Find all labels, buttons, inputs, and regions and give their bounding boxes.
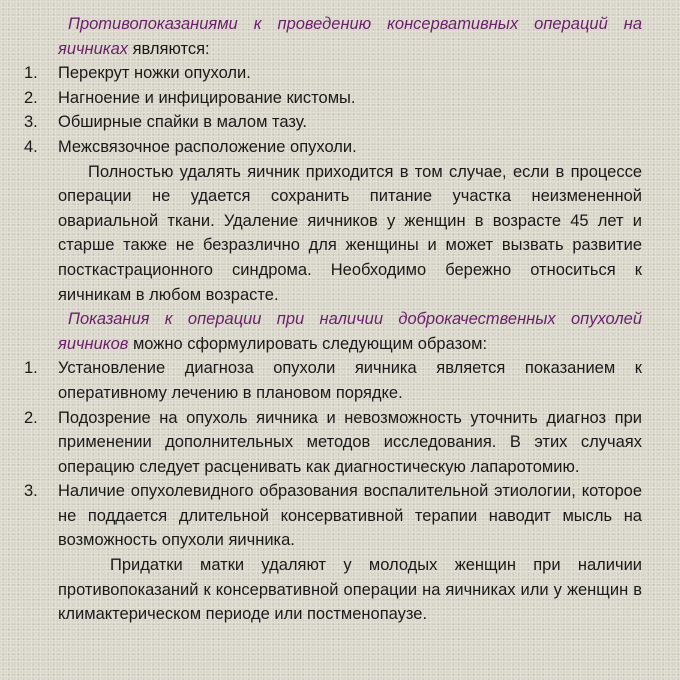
list-item [24,110,642,135]
indications-list [24,356,642,553]
indications-heading-rest: можно сформулировать следующим образом: [128,334,488,353]
list-item-number: 2. [24,88,38,107]
list-item [24,356,642,405]
list-item-text: Перекрут ножки опухоли. [58,64,251,83]
adnexa-removal-paragraph: Придатки матки удаляют у молодых женщин при наличии противопоказаний к консервативной операции на яичниках или у женщин в климактерическом периоде или постменопаузе. [58,556,642,624]
contraindications-intro [24,12,642,61]
list-item-number: 4. [24,137,38,156]
list-item [24,86,642,111]
list-item-text: Межсвязочное расположение опухоли. [58,137,357,156]
list-item [24,479,642,553]
contraindications-list [24,61,642,159]
list-item-text: Обширные спайки в малом тазу. [58,113,307,132]
contraindications-heading: Противопоказаниями к проведению консервативных операций на яичниках [58,15,642,58]
list-item-text: Подозрение на опухоль яичника и невозможность уточнить диагноз при применении дополнительных методов исследования. В этих случаях операцию следует расценивать как диагностическую лапаротомию. [58,408,642,476]
list-item-text: Нагноение и инфицирование кистомы. [58,88,356,107]
list-item-text: Наличие опухолевидного образования воспалительной этиологии, которое не поддается длительной консервативной терапии наводит мысль на возможность опухоли яичника. [58,482,642,550]
list-item-text: Установление диагноза опухоли яичника является показанием к оперативному лечению в плановом порядке. [58,359,642,402]
contraindications-heading-rest: являются: [128,39,210,58]
list-item [24,406,642,480]
indications-heading: Показания к операции при наличии доброкачественных опухолей яичников [58,310,642,353]
ovary-removal-paragraph: Полностью удалять яичник приходится в том случае, если в процессе операции не удается сохранить питание участка неизмененной овариальной ткани. Удаление яичников у женщин в возрасте 45 лет и старше также не безразлично для женщины и может вызвать развитие посткастрационного синдрома. Необходимо бережно относиться к яичникам в любом возрасте. [58,162,642,304]
list-item [24,135,642,160]
list-item-number: 3. [24,482,38,501]
list-item-number: 1. [24,359,38,378]
indications-intro [24,307,642,356]
list-item-number: 1. [24,64,38,83]
list-item [24,61,642,86]
list-item-number: 3. [24,113,38,132]
list-item-number: 2. [24,408,38,427]
